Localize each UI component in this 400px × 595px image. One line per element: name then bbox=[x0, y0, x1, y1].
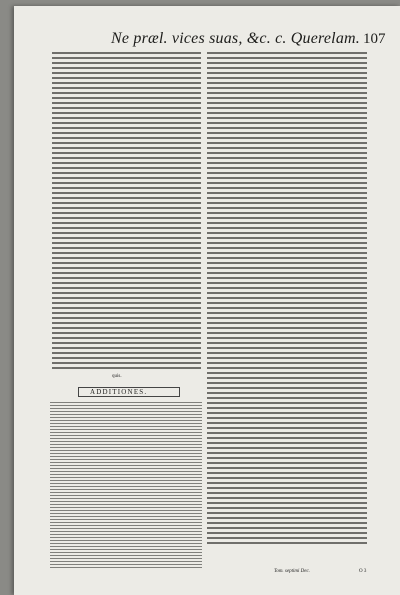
footer-catchline: Tom. septimi Dec. bbox=[274, 569, 310, 574]
page-number: 107 bbox=[363, 31, 386, 47]
left-column-last-word: quis. bbox=[112, 374, 122, 379]
document-page bbox=[14, 6, 400, 595]
page-header bbox=[14, 30, 400, 50]
running-head: Ne præl. vices suas, &c. c. Querelam. bbox=[111, 30, 360, 47]
main-text-right-column bbox=[207, 52, 367, 544]
additions-title: ADDITIONES. bbox=[90, 388, 148, 396]
main-text-left-column bbox=[52, 52, 201, 370]
footer-signature: O 3 bbox=[359, 569, 367, 574]
notes-text-body bbox=[50, 402, 202, 570]
text-body-right bbox=[207, 52, 367, 544]
text-body-left bbox=[52, 52, 201, 370]
additions-header bbox=[78, 387, 180, 397]
additions-notes-column bbox=[50, 402, 202, 570]
